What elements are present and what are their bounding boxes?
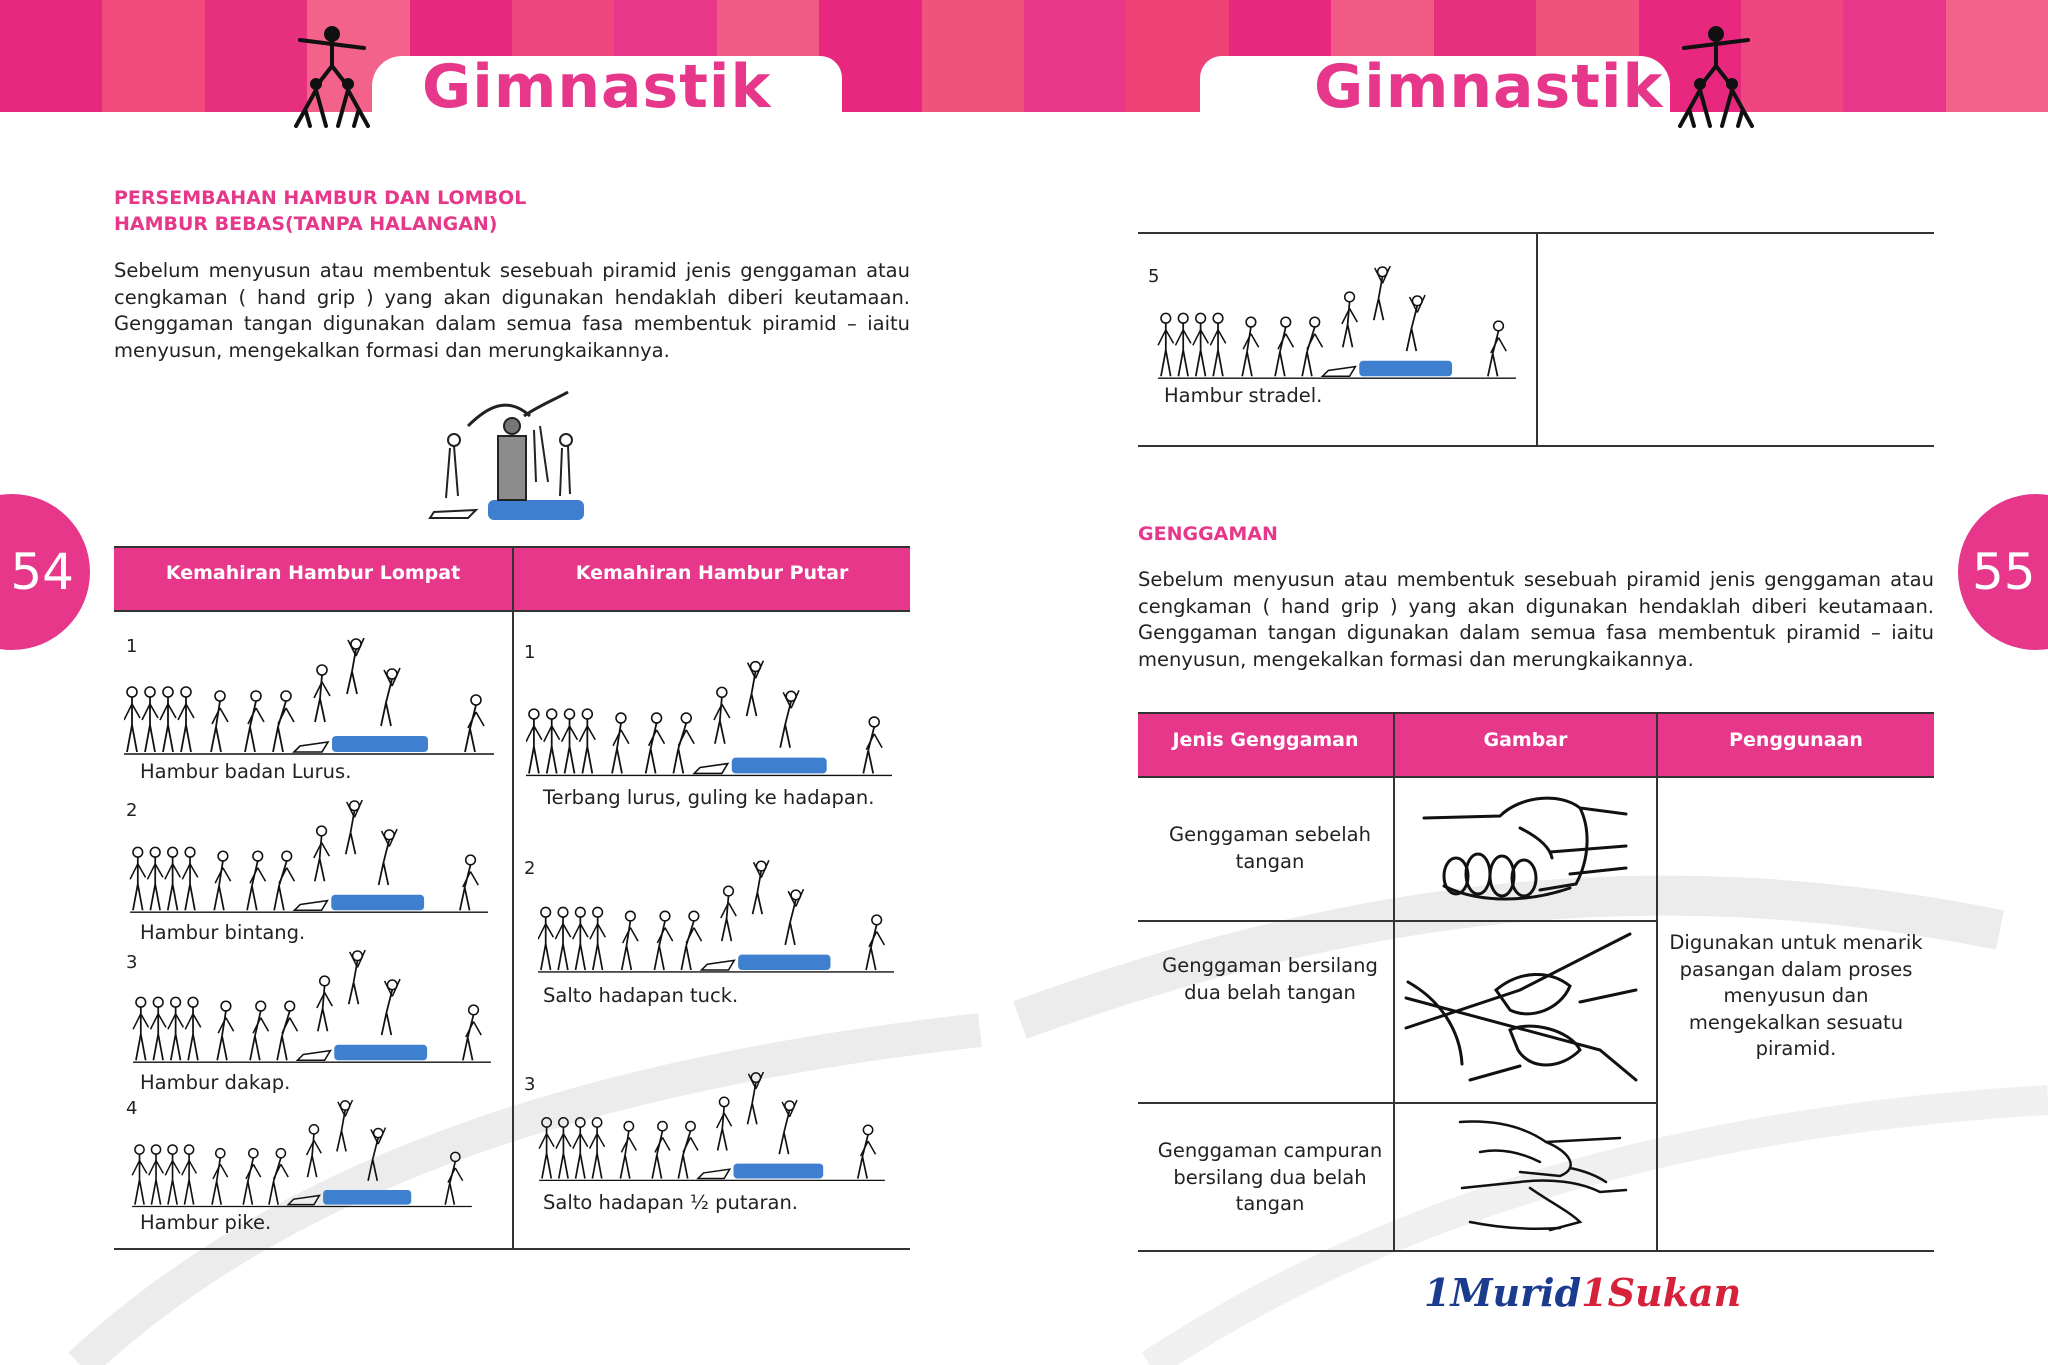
header-jenis-genggaman: Jenis Genggaman (1172, 729, 1359, 751)
grip-3-label: Genggaman campuran bersilang dua belah tangan (1157, 1139, 1383, 1215)
right-intro-paragraph: Sebelum menyusun atau membentuk sesebuah piramid jenis genggaman atau cengkaman ( hand grip ) yang akan digunakan hendaklah diberi keutamaan. Genggaman tangan digunakan dalam semua fasa membentuk piramid – iaitu menyusun, mengekalkan formasi dan merungkaikannya. (1138, 568, 1934, 671)
grip-2-label: Genggaman bersilang dua belah tangan (1162, 954, 1378, 1004)
section-heading-line1: PERSEMBAHAN HAMBUR DAN LOMBOL (114, 187, 527, 209)
penggunaan-text: Digunakan untuk menarik pasangan dalam proses menyusun dan mengekalkan sesuatu piramid. (1669, 931, 1923, 1060)
grip-2-picture (1400, 930, 1640, 1090)
grip-3-picture (1450, 1112, 1630, 1238)
lompat-3-num: 3 (126, 952, 138, 973)
lompat-4-caption: Hambur pike. (140, 1211, 272, 1234)
page-title-left: Gimnastik (422, 52, 772, 122)
page-number-left: 54 (0, 494, 90, 650)
section-heading-line2: HAMBUR BEBAS(TANPA HALANGAN) (114, 213, 498, 235)
brand-logo-part2: 1Sukan (1581, 1270, 1742, 1315)
grip-1-label: Genggaman sebelah tangan (1169, 823, 1371, 873)
brand-logo-part1: 1Murid (1424, 1270, 1582, 1315)
lompat-2-num: 2 (126, 800, 138, 821)
lompat-3-figure (122, 950, 502, 1068)
lompat-4-figure (124, 1100, 480, 1212)
putar-2-caption: Salto hadapan tuck. (543, 984, 739, 1007)
lompat-1-num: 1 (126, 636, 138, 657)
genggaman-heading: GENGGAMAN (1138, 523, 1278, 545)
lompat-1-figure (124, 638, 494, 760)
pyramid-illustration (428, 386, 588, 526)
lompat-2-figure (124, 800, 494, 918)
gymnast-pyramid-icon (282, 22, 382, 132)
header-hambur-putar: Kemahiran Hambur Putar (575, 562, 849, 584)
header-penggunaan: Penggunaan (1729, 729, 1863, 751)
putar-3-num: 3 (524, 1074, 536, 1095)
grip-1-picture (1420, 788, 1630, 906)
putar-2-figure (538, 860, 894, 978)
putar-1-num: 1 (524, 642, 536, 663)
gymnast-pyramid-icon-right (1666, 22, 1766, 132)
lompat-5-figure (1146, 266, 1528, 384)
lompat-5-caption: Hambur stradel. (1164, 384, 1323, 407)
header-gambar: Gambar (1483, 729, 1568, 751)
lompat-5-num: 5 (1148, 266, 1160, 287)
putar-1-caption: Terbang lurus, guling ke hadapan. (543, 786, 875, 809)
left-intro-paragraph: Sebelum menyusun atau membentuk sesebuah piramid jenis genggaman atau cengkaman ( hand grip ) yang akan digunakan hendaklah diberi keutamaan. Genggaman tangan digunakan dalam semua fasa membentuk piramid – iaitu menyusun, mengekalkan formasi dan merungkaikannya. (114, 259, 910, 362)
page-number-right: 55 (1958, 494, 2048, 650)
lompat-3-caption: Hambur dakap. (140, 1071, 291, 1094)
putar-1-figure (526, 660, 892, 782)
lompat-1-caption: Hambur badan Lurus. (140, 760, 352, 783)
lompat-2-caption: Hambur bintang. (140, 921, 306, 944)
header-hambur-lompat: Kemahiran Hambur Lompat (165, 562, 461, 584)
lompat-4-num: 4 (126, 1098, 138, 1119)
brand-logo (1424, 1270, 1741, 1315)
page-title-right: Gimnastik (1314, 52, 1664, 122)
putar-3-caption: Salto hadapan ½ putaran. (543, 1191, 798, 1214)
putar-2-num: 2 (524, 858, 536, 879)
putar-3-figure (536, 1072, 888, 1186)
